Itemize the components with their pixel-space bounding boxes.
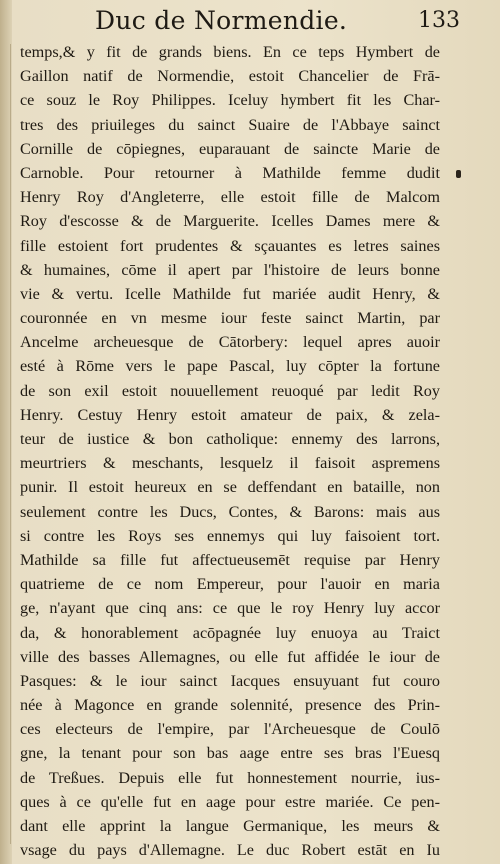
text-line: ques à ce qu'elle fut en aage pour estre mariée. Ce pen- — [20, 792, 440, 811]
text-line: Henry. Cestuy Henry estoit amateur de paix, & zela- — [20, 405, 440, 424]
text-line: meurtriers & meschants, lesquelz il faisoit aspremens — [20, 454, 440, 473]
running-title: Duc de Normendie. — [95, 6, 348, 35]
text-line: seulement contre les Ducs, Contes, & Barons: mais aus — [20, 502, 440, 521]
text-line: ces electeurs de l'empire, par l'Archeuesque de Coulō — [20, 720, 440, 739]
text-line: Pasques: & le iour sainct Iacques ensuyuant fut couro — [20, 671, 440, 690]
text-line: Roy d'escosse & de Marguerite. Icelles Dames mere & — [20, 212, 440, 231]
text-line: si contre les Roys ses ennemys qui luy faisoient tort. — [20, 526, 440, 545]
text-line: couronnée en vn mesme iour feste sainct Martin, par — [20, 309, 440, 328]
text-line: vsage du pays d'Allemagne. Le duc Robert estāt en Iu — [20, 841, 440, 860]
page-number: 133 — [418, 8, 460, 33]
text-line: da, & honorablement acōpagnée luy enuoya au Traict — [20, 623, 440, 642]
text-line: teur de iustice & bon catholique: ennemy des larrons, — [20, 430, 440, 448]
text-line: esté à Rōme vers le pape Pascal, luy cōpter la fortune — [20, 357, 440, 376]
text-line: ce souz le Roy Philippes. Iceluy hymbert fit les Char- — [20, 91, 440, 110]
text-line: Ancelme archeuesque de Cātorbery: lequel apres auoir — [20, 333, 440, 352]
text-line: punir. Il estoit heureux en se deffendant en bataille, non — [20, 478, 440, 497]
text-line: ge, n'ayant que cinq ans: ce que le roy Henry luy accor — [20, 599, 440, 618]
body-text — [20, 40, 440, 862]
text-line: quatrieme de ce nom Empereur, pour l'auoir en maria — [20, 575, 440, 594]
text-line: de son exil estoit nouuellement reuoqué par ledit Roy — [20, 381, 440, 400]
page-edge-line — [10, 44, 11, 844]
text-line: née à Magonce en grande solennité, presence des Prin- — [20, 696, 440, 715]
text-line: Cornille de cōpiegnes, euparauant de saincte Marie de — [20, 139, 440, 158]
text-line: de Treßues. Depuis elle fut honnestement nourrie, ius- — [20, 768, 440, 787]
text-line: & humaines, cōme il apert par l'histoire de leurs bonne — [20, 260, 440, 279]
ink-blot — [456, 170, 461, 178]
text-line: Mathilde sa fille fut affectueusemēt requise par Henry — [20, 550, 440, 569]
text-line: vie & vertu. Icelle Mathilde fut mariée audit Henry, & — [20, 284, 440, 303]
text-line: dant elle apprint la langue Germanique, les meurs & — [20, 817, 440, 835]
text-line: temps,& y fit de grands biens. En ce teps Hymbert de — [20, 43, 440, 61]
text-line: Carnoble. Pour retourner à Mathilde femme dudit — [20, 163, 440, 182]
text-line: Henry Roy d'Angleterre, elle estoit fille de Malcom — [20, 188, 440, 207]
text-line: Gaillon natif de Normendie, estoit Chancelier de Frā- — [20, 67, 440, 86]
text-line: gne, la tenant pour son bas aage entre ses bras l'Euesq — [20, 744, 440, 763]
text-line: fille estoient fort prudentes & sçauantes es letres saines — [20, 236, 440, 255]
text-line: ville des basses Allemagnes, ou elle fut affidée le iour de — [20, 647, 440, 666]
page-header — [40, 6, 460, 36]
text-line: tres des priuileges du sainct Suaire de l'Abbaye sainct — [20, 115, 440, 134]
